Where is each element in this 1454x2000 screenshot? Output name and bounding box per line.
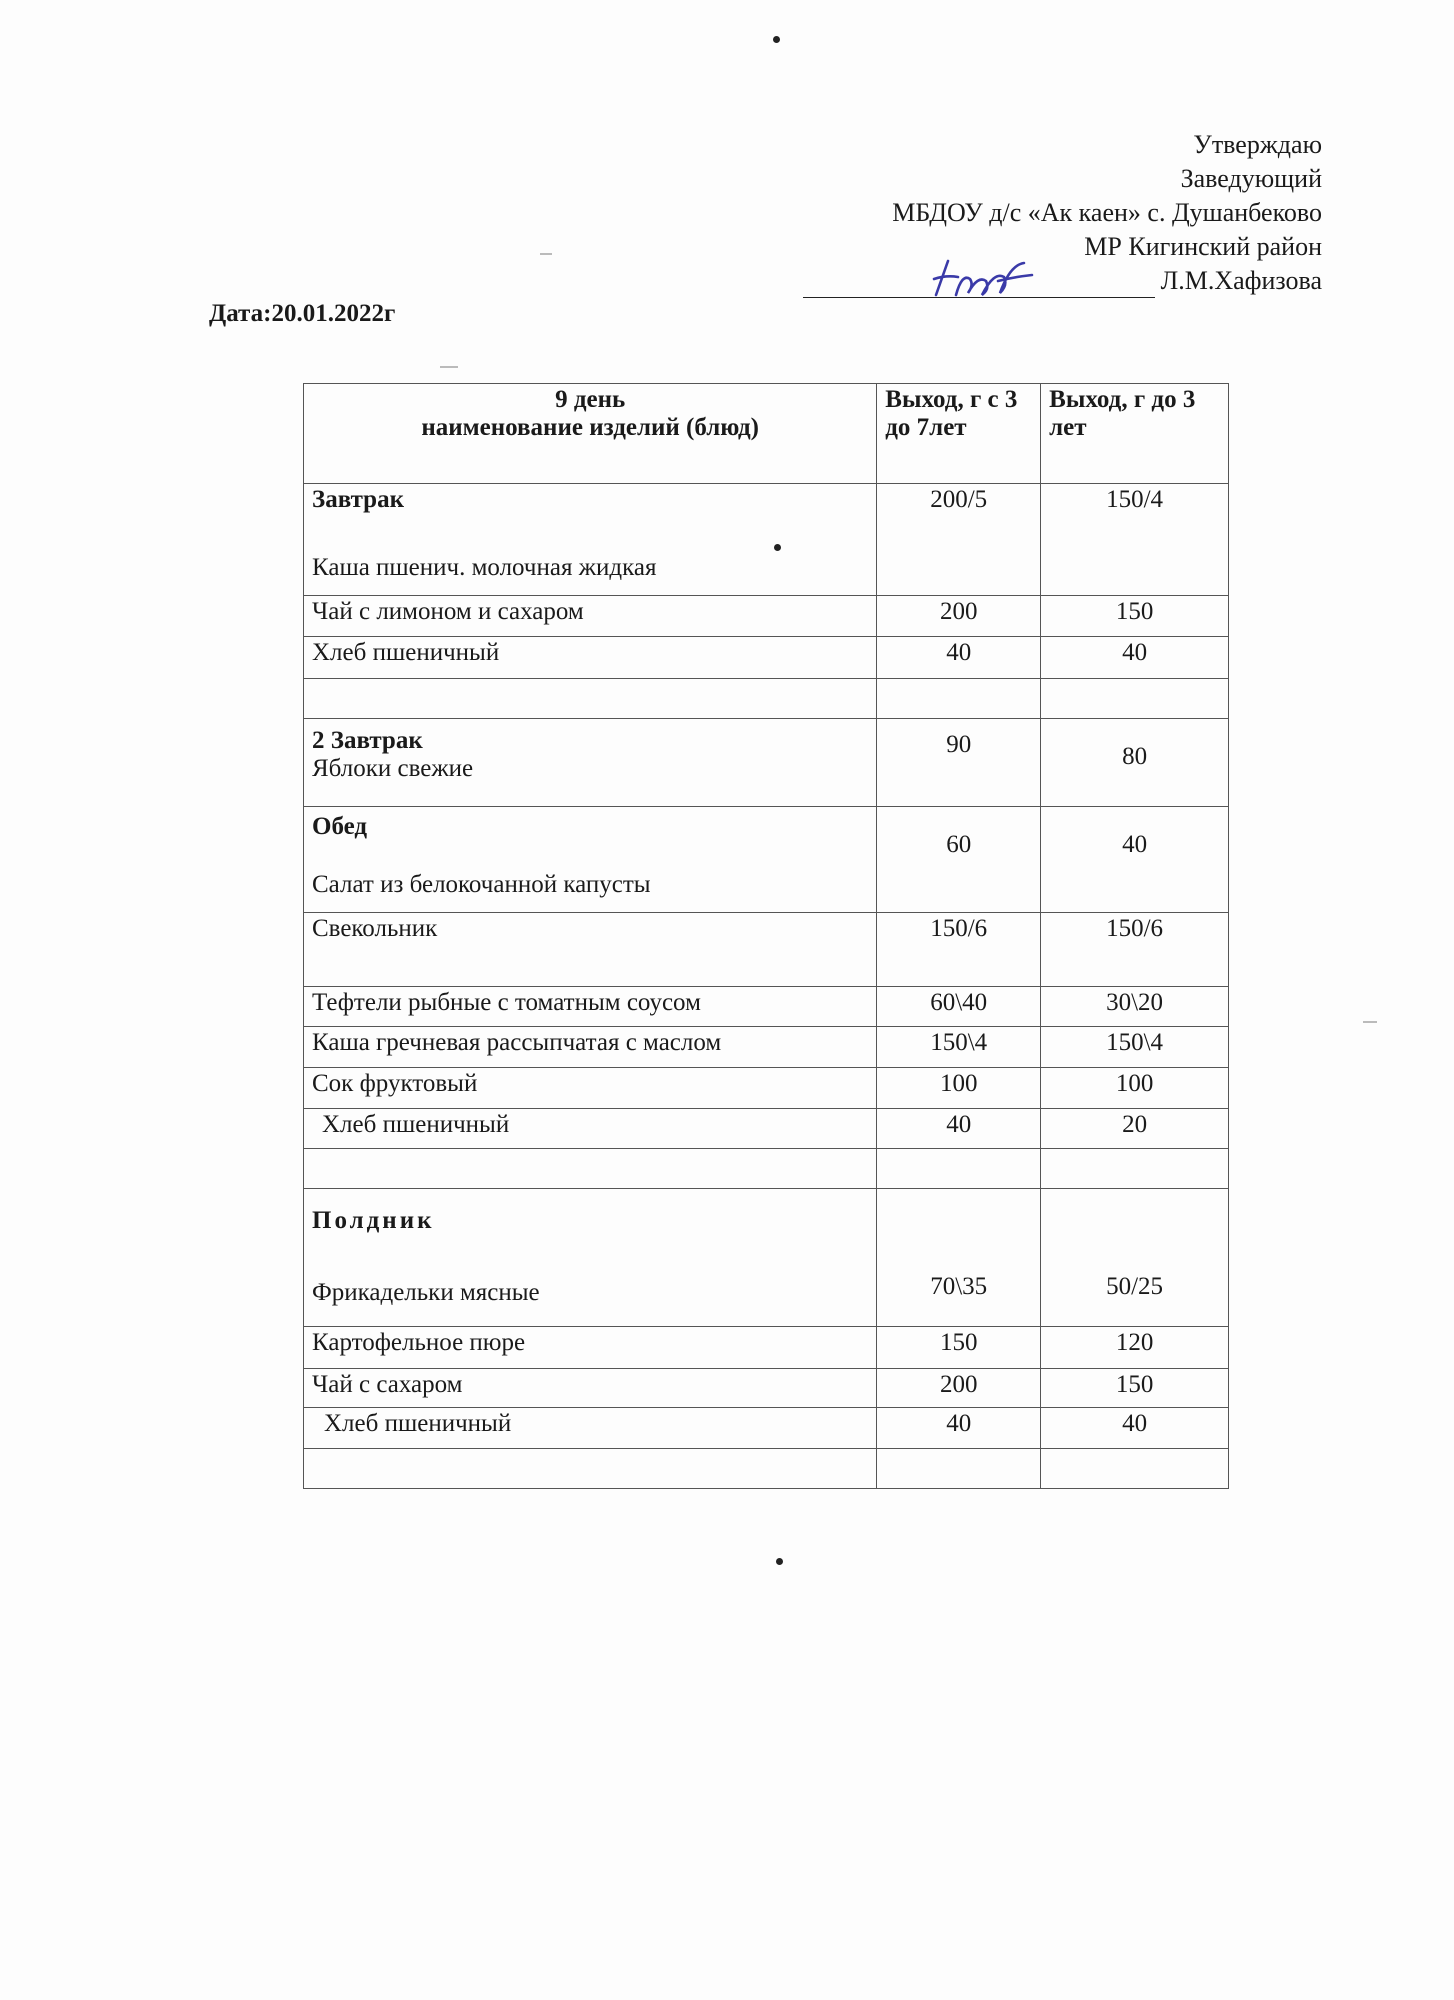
dish-cell — [304, 484, 877, 596]
output-3-7: 60 — [877, 807, 1041, 913]
signature-line — [803, 267, 1155, 298]
dish-cell — [304, 807, 877, 913]
scan-speck — [440, 366, 458, 368]
output-under-3: 40 — [1041, 807, 1229, 913]
header-day: 9 день — [555, 386, 626, 413]
scan-dot — [776, 1558, 783, 1565]
output-under-3: 150 — [1041, 596, 1229, 637]
table-row — [304, 596, 1229, 637]
output-3-7: 40 — [877, 1109, 1041, 1149]
meal-title-lunch: Обед — [312, 813, 368, 840]
table-row — [304, 1109, 1229, 1149]
output-3-7: 40 — [877, 1408, 1041, 1449]
dish-name: Хлеб пшеничный — [304, 637, 877, 679]
table-row — [304, 1369, 1229, 1408]
header-output-under-3: Выход, г до 3 лет — [1041, 384, 1229, 484]
approval-position: Заведующий — [1180, 164, 1322, 193]
empty-row — [304, 679, 1229, 719]
signer-name: Л.М.Хафизова — [1160, 266, 1322, 295]
menu-table — [303, 383, 1229, 1489]
approval-block — [803, 128, 1322, 298]
output-3-7: 150/6 — [877, 913, 1041, 987]
dish-cell — [304, 1189, 877, 1327]
table-row — [304, 913, 1229, 987]
output-3-7: 100 — [877, 1068, 1041, 1109]
meal-title-breakfast: Завтрак — [312, 486, 404, 513]
scan-speck — [1363, 1021, 1377, 1023]
output-3-7: 200/5 — [877, 484, 1041, 596]
table-row — [304, 719, 1229, 807]
approval-organization: МБДОУ д/с «Ак каен» с. Душанбеково — [892, 198, 1322, 227]
signature-icon — [928, 255, 1038, 301]
empty-row — [304, 1449, 1229, 1489]
dish-name: Тефтели рыбные с томатным соусом — [304, 987, 877, 1027]
table-row — [304, 1068, 1229, 1109]
output-under-3: 150 — [1041, 1369, 1229, 1408]
dish-name: Хлеб пшеничный — [304, 1109, 877, 1149]
output-under-3: 120 — [1041, 1327, 1229, 1369]
table-row — [304, 484, 1229, 596]
output-3-7: 90 — [877, 719, 1041, 807]
meal-title-breakfast2: 2 Завтрак — [312, 727, 423, 754]
approval-district: МР Кигинский район — [1084, 232, 1322, 261]
table-row — [304, 1189, 1229, 1327]
output-3-7: 40 — [877, 637, 1041, 679]
approval-signature-row — [803, 264, 1322, 298]
table-row — [304, 807, 1229, 913]
output-3-7: 200 — [877, 596, 1041, 637]
output-under-3: 80 — [1041, 719, 1229, 807]
output-3-7: 150\4 — [877, 1027, 1041, 1068]
output-3-7: 70\35 — [877, 1189, 1041, 1327]
empty-row — [304, 1149, 1229, 1189]
output-under-3: 20 — [1041, 1109, 1229, 1149]
output-under-3: 150/4 — [1041, 484, 1229, 596]
table-row — [304, 1408, 1229, 1449]
table-row — [304, 1327, 1229, 1369]
meal-title-snack: Полдник — [312, 1207, 435, 1234]
output-3-7: 60\40 — [877, 987, 1041, 1027]
dish-name: Картофельное пюре — [304, 1327, 877, 1369]
document-date: Дата:20.01.2022г — [209, 300, 396, 327]
header-dish-name — [304, 384, 877, 484]
output-under-3: 100 — [1041, 1068, 1229, 1109]
scan-dot — [773, 36, 780, 43]
dish-name: Чай с сахаром — [304, 1369, 877, 1408]
dish-name: Хлеб пшеничный — [304, 1408, 877, 1449]
dish-name: Салат из белокочанной капусты — [312, 871, 651, 898]
dish-name: Сок фруктовый — [304, 1068, 877, 1109]
dish-name: Каша гречневая рассыпчатая с маслом — [304, 1027, 877, 1068]
output-under-3: 150\4 — [1041, 1027, 1229, 1068]
output-3-7: 200 — [877, 1369, 1041, 1408]
header-name-label: наименование изделий (блюд) — [421, 414, 759, 441]
output-under-3: 40 — [1041, 1408, 1229, 1449]
dish-name: Свекольник — [304, 913, 877, 987]
table-row — [304, 987, 1229, 1027]
dish-cell — [304, 719, 877, 807]
output-under-3: 50/25 — [1041, 1189, 1229, 1327]
table-header-row — [304, 384, 1229, 484]
dish-name: Каша пшенич. молочная жидкая — [312, 554, 657, 581]
output-under-3: 150/6 — [1041, 913, 1229, 987]
approval-title: Утверждаю — [1193, 130, 1322, 159]
table-row — [304, 1027, 1229, 1068]
header-output-3-7: Выход, г с 3 до 7лет — [877, 384, 1041, 484]
dish-name: Яблоки свежие — [312, 755, 474, 782]
dish-name: Фрикадельки мясные — [312, 1279, 540, 1306]
output-under-3: 40 — [1041, 637, 1229, 679]
table-row — [304, 637, 1229, 679]
output-under-3: 30\20 — [1041, 987, 1229, 1027]
output-3-7: 150 — [877, 1327, 1041, 1369]
dish-name: Чай с лимоном и сахаром — [304, 596, 877, 637]
scan-speck — [540, 253, 552, 255]
